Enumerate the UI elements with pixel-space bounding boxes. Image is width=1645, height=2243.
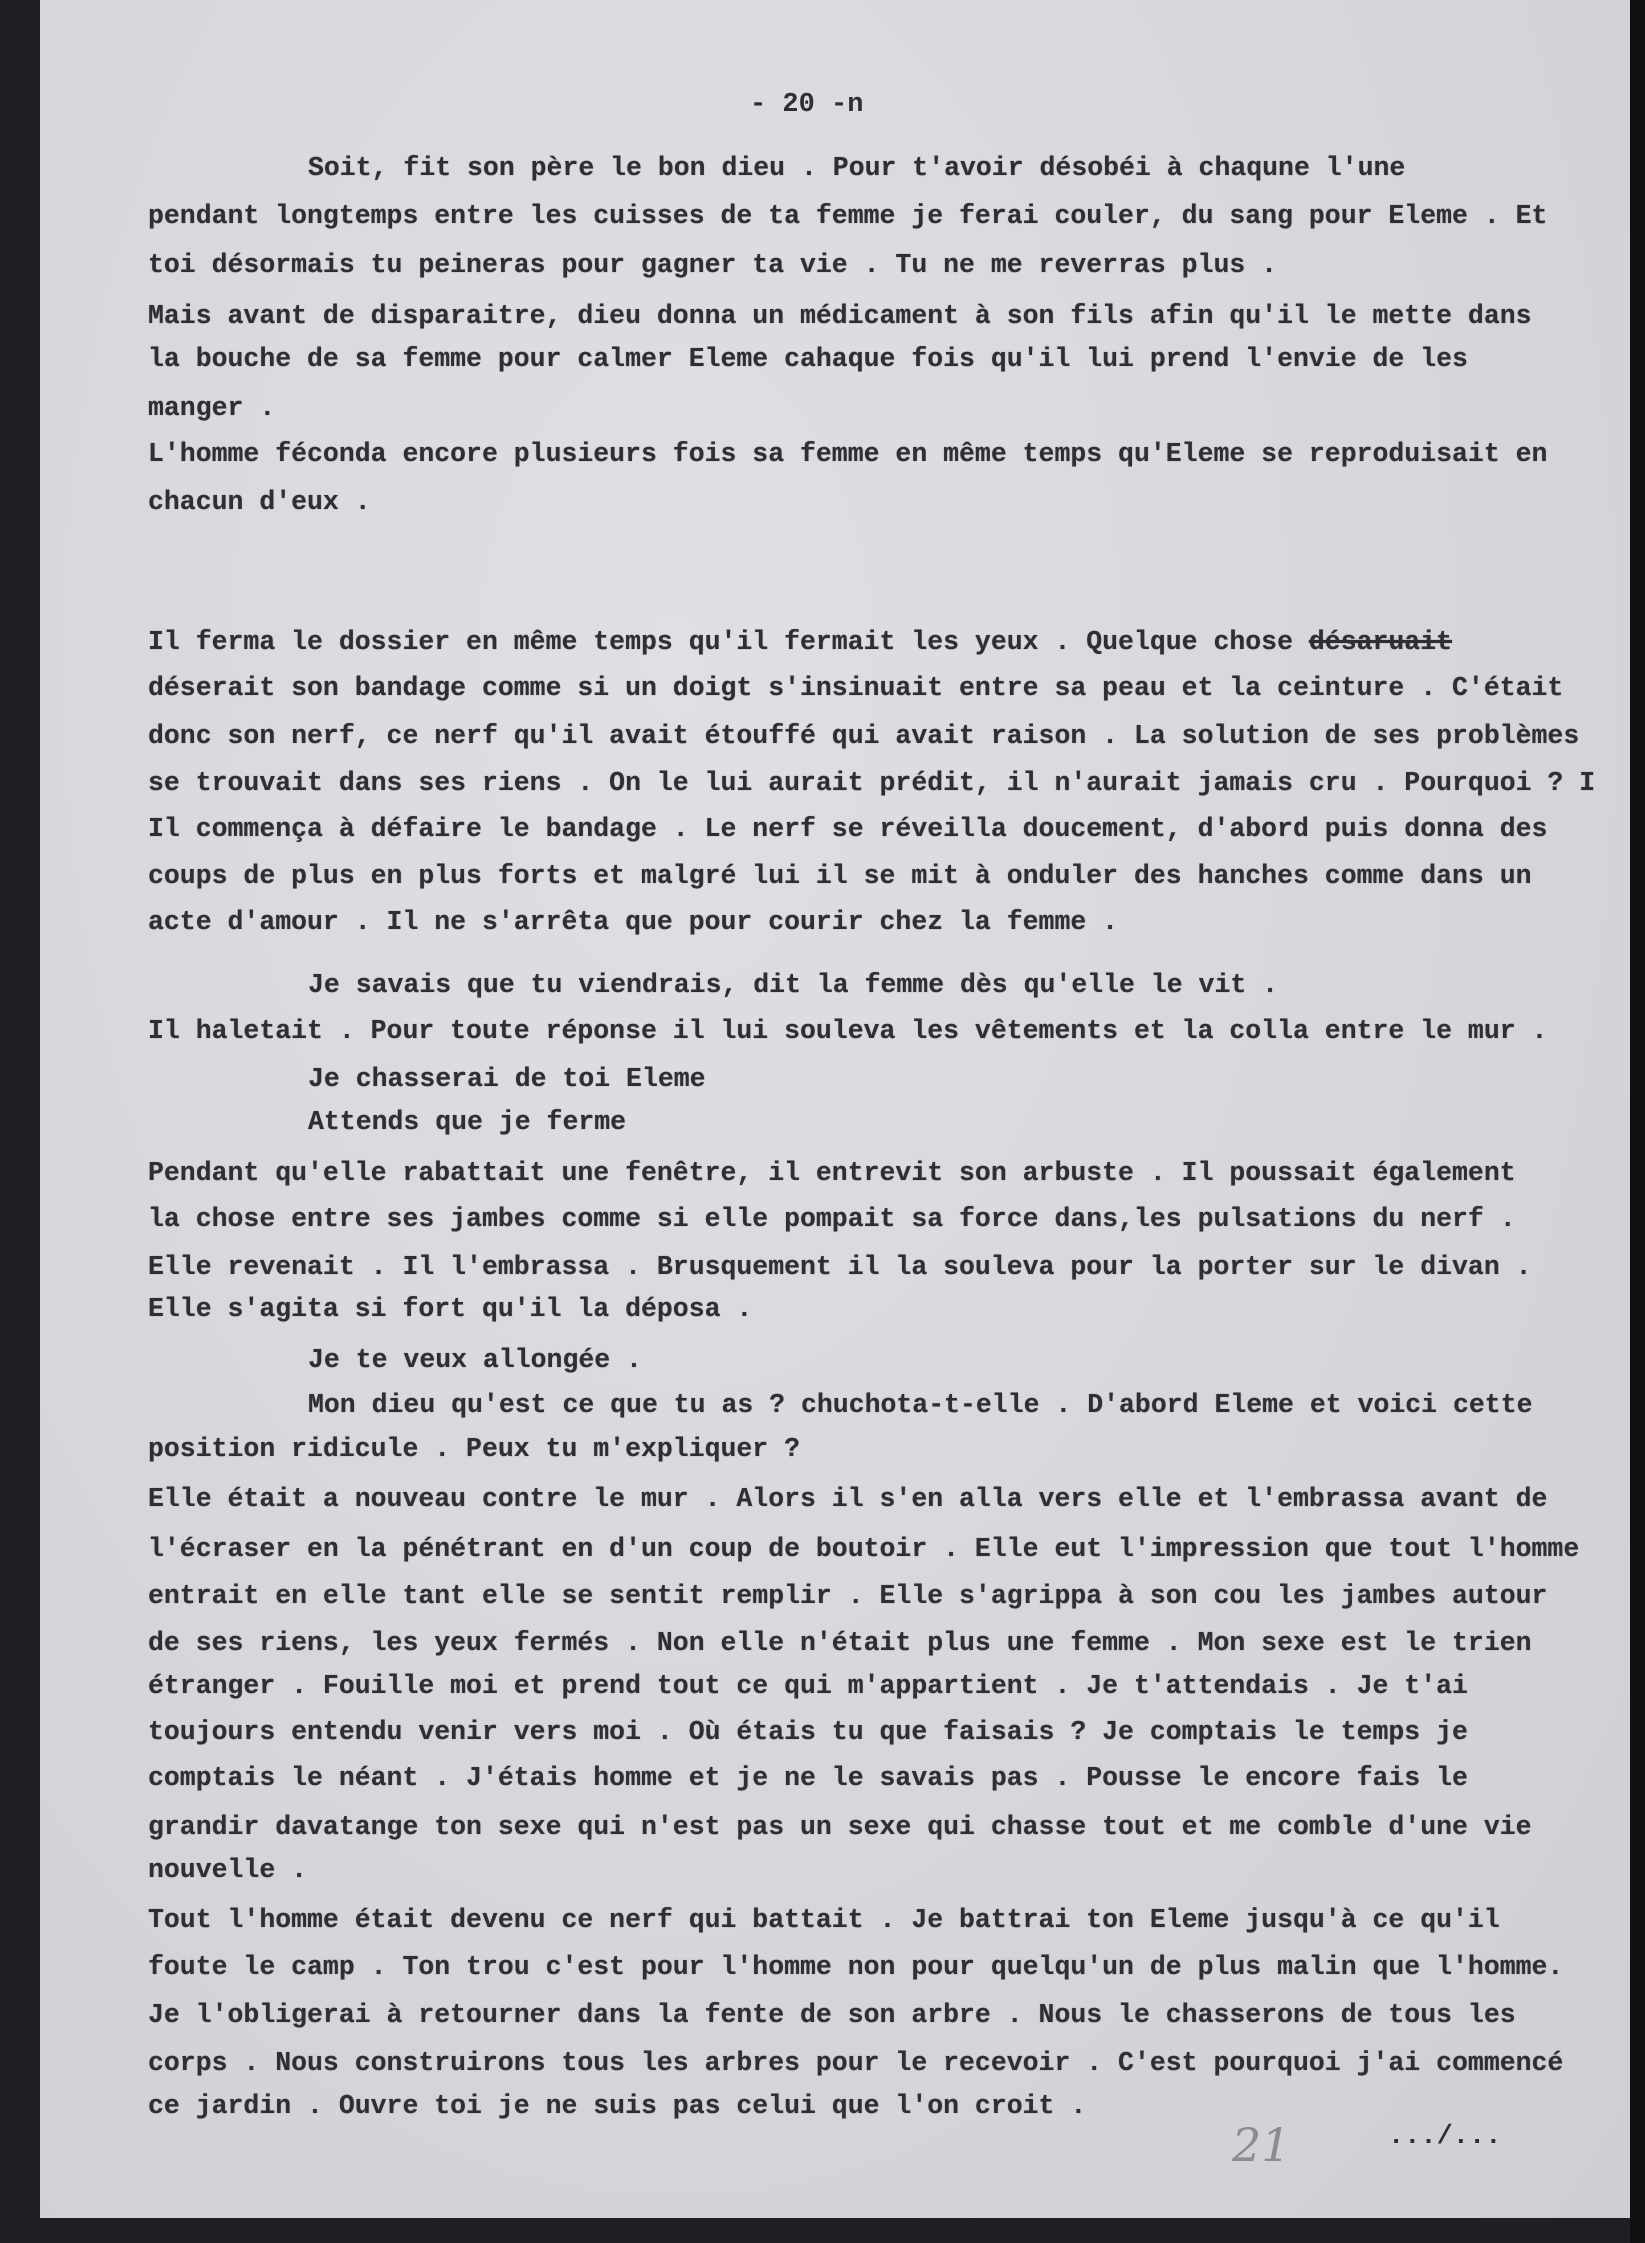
text-line-content: la bouche de sa femme pour calmer Eleme cahaque fois qu'il lui prend l'envie de les <box>148 344 1468 374</box>
text-line-content: donc son nerf, ce nerf qu'il avait étouffé qui avait raison . La solution de ses problèmes <box>148 721 1580 751</box>
text-line-content: Pendant qu'elle rabattait une fenêtre, il entrevit son arbuste . Il poussait également <box>148 1158 1516 1188</box>
text-line-content: position ridicule . Peux tu m'expliquer ? <box>148 1434 801 1464</box>
text-line <box>148 342 1468 376</box>
text-line-content: Je te veux allongée . <box>308 1345 642 1375</box>
text-line <box>148 1202 1516 1236</box>
text-line-content: manger . <box>148 393 276 423</box>
text-line <box>148 1903 1500 1937</box>
text-line-content: comptais le néant . J'étais homme et je ne le savais pas . Pousse le encore fais le <box>148 1763 1468 1793</box>
text-line-content: Mon dieu qu'est ce que tu as ? chuchota-t-elle . D'abord Eleme et voici cette <box>308 1390 1533 1420</box>
text-line <box>148 1810 1532 1844</box>
handwritten-page-number: 21 <box>1232 2118 1291 2172</box>
text-line-content: de ses riens, les yeux fermés . Non elle n'était plus une femme . Mon sexe est le trien <box>148 1628 1532 1658</box>
text-line <box>148 812 1547 846</box>
text-line <box>148 1761 1468 1795</box>
continuation-mark: .../... <box>1388 2122 1502 2152</box>
dark-border <box>1630 0 1645 2243</box>
text-line <box>148 859 1532 893</box>
text-line-content: L'homme féconda encore plusieurs fois sa femme en même temps qu'Eleme se reproduisait en <box>148 439 1548 469</box>
text-line-content: toujours entendu venir vers moi . Où étais tu que faisais ? Je comptais le temps je <box>148 1717 1468 1747</box>
text-line <box>148 299 1532 333</box>
text-line <box>148 437 1547 471</box>
text-line-content: l'écraser en la pénétrant en d'un coup de boutoir . Elle eut l'impression que tout l'homme <box>148 1534 1580 1564</box>
text-line-content: Tout l'homme était devenu ce nerf qui battait . Je battrai ton Eleme jusqu'à ce qu'il <box>148 1905 1500 1935</box>
text-line <box>148 1292 752 1326</box>
text-line <box>148 2089 1086 2123</box>
text-line <box>148 1669 1468 1703</box>
text-line <box>148 485 371 519</box>
text-line-content: Mais avant de disparaitre, dieu donna un médicament à son fils afin qu'il le mette dans <box>148 301 1532 331</box>
text-line-content: Elle était a nouveau contre le mur . Alors il s'en alla vers elle et l'embrassa avant de <box>148 1484 1548 1514</box>
typewritten-page <box>40 0 1630 2218</box>
text-line-content: Elle revenait . Il l'embrassa . Brusquement il la souleva pour la porter sur le divan . <box>148 1252 1532 1282</box>
text-line <box>148 1998 1516 2032</box>
text-line <box>148 2046 1563 2080</box>
text-line-content: nouvelle . <box>148 1855 308 1885</box>
text-line <box>308 151 1405 185</box>
text-line <box>148 625 1452 659</box>
text-line <box>148 1432 800 1466</box>
text-line-content: Attends que je ferme <box>308 1107 627 1137</box>
text-line <box>148 905 1118 939</box>
text-line <box>148 391 275 425</box>
text-line-content: toi désormais tu peineras pour gagner ta vie . Tu ne me reverras plus . <box>148 250 1278 280</box>
text-line <box>308 968 1278 1002</box>
text-line <box>148 1014 1547 1048</box>
text-line <box>308 1388 1533 1422</box>
text-line <box>148 248 1277 282</box>
struck-word: désaruait <box>1308 627 1453 657</box>
text-line-content: corps . Nous construirons tous les arbres pour le recevoir . C'est pourquoi j'ai commencé <box>148 2048 1564 2078</box>
text-line-content: chacun d'eux . <box>148 487 371 517</box>
text-line-content: pendant longtemps entre les cuisses de ta femme je ferai couler, du sang pour Eleme . Et <box>148 201 1548 231</box>
text-line-content: Elle s'agita si fort qu'il la déposa . <box>148 1294 753 1324</box>
text-line-content: entrait en elle tant elle se sentit remplir . Elle s'agrippa à son cou les jambes autour <box>148 1581 1548 1611</box>
text-line <box>148 1626 1532 1660</box>
text-line-content: acte d'amour . Il ne s'arrêta que pour courir chez la femme . <box>148 907 1119 937</box>
text-line-content: foute le camp . Ton trou c'est pour l'homme non pour quelqu'un de plus malin que l'homme. <box>148 1952 1564 1982</box>
text-line-content: étranger . Fouille moi et prend tout ce qui m'appartient . Je t'attendais . Je t'ai <box>148 1671 1468 1701</box>
text-line <box>148 199 1547 233</box>
text-line-content: Il commença à défaire le bandage . Le nerf se réveilla doucement, d'abord puis donna des <box>148 814 1548 844</box>
text-line <box>148 1156 1516 1190</box>
text-line <box>148 671 1563 705</box>
text-line <box>308 1105 626 1139</box>
text-line-content: grandir davatange ton sexe qui n'est pas un sexe qui chasse tout et me comble d'une vie <box>148 1812 1532 1842</box>
page-header: - 20 -n <box>750 90 864 120</box>
text-line <box>148 1532 1579 1566</box>
text-line-content: Soit, fit son père le bon dieu . Pour t'avoir désobéi à chaqune l'une <box>308 153 1406 183</box>
text-line-content: la chose entre ses jambes comme si elle pompait sa force dans,les pulsations du nerf . <box>148 1204 1516 1234</box>
text-line-content: coups de plus en plus forts et malgré lui il se mit à onduler des hanches comme dans un <box>148 861 1532 891</box>
text-line <box>308 1062 706 1096</box>
text-line <box>308 1343 642 1377</box>
text-line <box>148 1950 1563 1984</box>
text-line <box>148 766 1595 800</box>
text-line <box>148 1715 1468 1749</box>
text-line <box>148 1482 1547 1516</box>
text-line <box>148 1250 1532 1284</box>
text-line <box>148 719 1579 753</box>
text-line <box>148 1853 307 1887</box>
text-line <box>148 1579 1547 1613</box>
text-line-content: Je chasserai de toi Eleme <box>308 1064 706 1094</box>
text-line-content: Il haletait . Pour toute réponse il lui souleva les vêtements et la colla entre le mur . <box>148 1016 1548 1046</box>
text-line-content: se trouvait dans ses riens . On le lui aurait prédit, il n'aurait jamais cru . Pourquoi ? I <box>148 768 1596 798</box>
text-line-content: Je savais que tu viendrais, dit la femme dès qu'elle le vit . <box>308 970 1279 1000</box>
text-line-content: Je l'obligerai à retourner dans la fente de son arbre . Nous le chasserons de tous les <box>148 2000 1516 2030</box>
text-line-content: déserait son bandage comme si un doigt s'insinuait entre sa peau et la ceinture . C'était <box>148 673 1564 703</box>
text-line-content: ce jardin . Ouvre toi je ne suis pas celui que l'on croit . <box>148 2091 1087 2121</box>
text-line-content: Il ferma le dossier en même temps qu'il fermait les yeux . Quelque chose <box>148 627 1309 657</box>
